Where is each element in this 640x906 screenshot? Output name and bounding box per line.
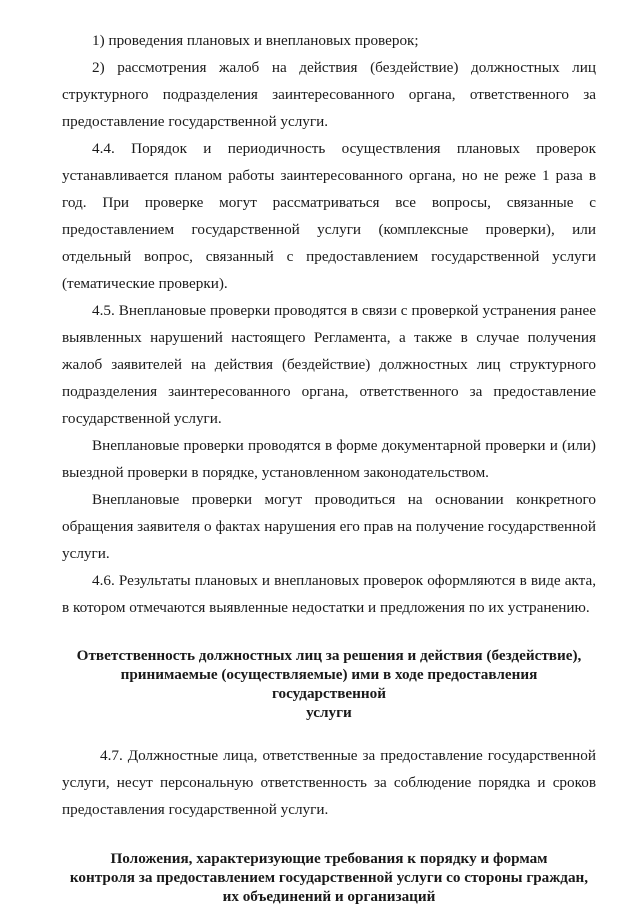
paragraph-item-1: 1) проведения плановых и внеплановых проверок;: [92, 32, 419, 49]
heading-line: Ответственность должностных лиц за решения и действия (бездействие),: [76, 647, 582, 664]
paragraph-4-4: 4.4. Порядок и периодичность осуществления плановых проверок устанавливается планом работы заинтересованного органа, но не реже 1 раза в год. При проверке могут рассматриваться все вопросы, связанные с предоставлением государственной услуги (комплексные проверки), или отдельный вопрос, связанный с предоставлением государственной услуги (тематические проверки).: [62, 140, 596, 292]
paragraph-item-2: 2) рассмотрения жалоб на действия (бездействие) должностных лиц структурного подразделения заинтересованного органа, ответственного за предоставление государственной услуги.: [62, 59, 596, 130]
spacer: [62, 823, 596, 849]
document-body: [62, 27, 596, 906]
heading-line: Положения, характеризующие требования к порядку и формам: [110, 850, 548, 867]
heading-line: услуги: [306, 704, 352, 721]
heading-line: контроля за предоставлением государственной услуги со стороны граждан,: [69, 869, 589, 886]
paragraph-4-7: 4.7. Должностные лица, ответственные за предоставление государственной услуги, несут персональную ответственность за соблюдение порядка и сроков предоставления государственной услуги.: [62, 747, 596, 818]
spacer: [62, 621, 596, 646]
paragraph-4-5: 4.5. Внеплановые проверки проводятся в связи с проверкой устранения ранее выявленных нарушений настоящего Регламента, а также в случае получения жалоб заявителей на действия (бездействие) должностных лиц структурного подразделения заинтересованного органа, ответственного за предоставление государственной услуги.: [62, 302, 596, 427]
heading-line: принимаемые (осуществляемые) ими в ходе предоставления государственной: [120, 666, 538, 702]
heading-line: их объединений и организаций: [222, 888, 436, 905]
paragraph-unscheduled-basis: Внеплановые проверки могут проводиться на основании конкретного обращения заявителя о фактах нарушения его прав на получение государственной услуги.: [62, 491, 596, 562]
section-heading-control-provisions: [62, 849, 596, 906]
spacer: [62, 722, 596, 742]
paragraph-4-6: 4.6. Результаты плановых и внеплановых проверок оформляются в виде акта, в котором отмечаются выявленные недостатки и предложения по их устранению.: [62, 572, 596, 616]
section-heading-responsibility: [62, 646, 596, 722]
paragraph-unscheduled-form: Внеплановые проверки проводятся в форме документарной проверки и (или) выездной проверки в порядке, установленном законодательством.: [62, 437, 596, 481]
